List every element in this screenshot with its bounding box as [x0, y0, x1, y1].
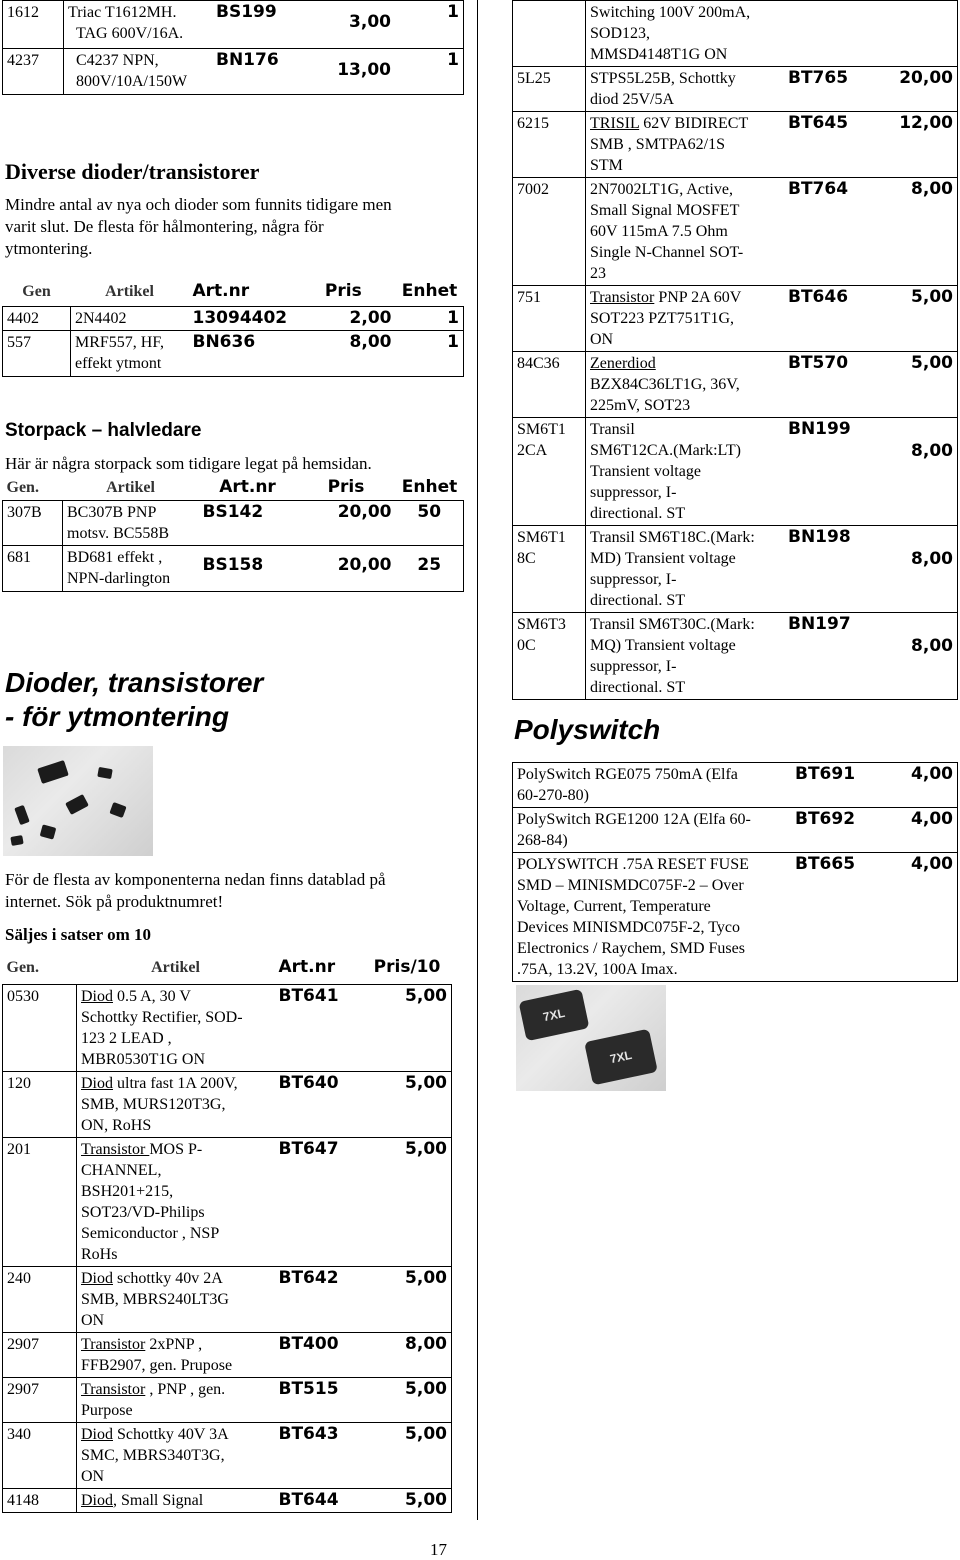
gen-cell: 4237	[3, 49, 64, 95]
product-link[interactable]: TRISIL	[590, 115, 640, 132]
artikel-cell: Triac T1612MH. TAG 600V/16A.	[64, 1, 213, 49]
price-cell: 13,00	[310, 49, 395, 95]
table-row	[3, 1422, 452, 1488]
table-row	[513, 853, 958, 982]
product-link[interactable]: Zenerdiod	[590, 355, 656, 372]
table-row	[513, 526, 958, 613]
gen-cell: 751	[513, 286, 586, 352]
artikel-cell: Transistor , PNP , gen. Purpose	[77, 1377, 275, 1422]
table-row	[513, 112, 958, 178]
artnr-cell: BT644	[275, 1488, 363, 1512]
price-cell: 5,00	[872, 286, 958, 352]
artnr-cell: BT764	[784, 178, 872, 286]
ytmont-table	[2, 956, 452, 1513]
table-row	[3, 1332, 452, 1377]
diverse-text: Mindre antal av nya och dioder som funnits tidigare men varit slut. De flesta för hålmontering, några för ytmontering.	[5, 195, 392, 258]
artnr-cell: BT643	[275, 1422, 363, 1488]
table-row	[513, 178, 958, 286]
table-row	[3, 1377, 452, 1422]
gen-cell: 1612	[3, 1, 64, 49]
price-cell: 20,00	[872, 67, 958, 112]
table-row	[513, 763, 958, 808]
page-number: 17	[430, 1540, 447, 1559]
price-cell: 4,00	[879, 853, 958, 982]
artikel-cell: Diod, Small Signal	[77, 1488, 275, 1512]
price-cell: 12,00	[872, 112, 958, 178]
right-rows	[513, 1, 958, 700]
table-header: Gen. Artikel Art.nr Pris Enhet	[3, 476, 464, 500]
price-cell: 8,00	[872, 418, 958, 526]
artikel-cell: POLYSWITCH .75A RESET FUSE SMD – MINISMDC075F-2 – Over Voltage, Current, Temperature Devices MINISMDC075F-2, Tyco Electronics / Raychem, SMD Fuses .75A, 13.2V, 100A Imax.	[513, 853, 792, 982]
product-link[interactable]: Transistor	[590, 289, 655, 306]
table-row	[513, 418, 958, 526]
table-row: 681 BD681 effekt , NPN-darlington BS158 20,00 25	[3, 545, 464, 591]
product-link[interactable]: Diod	[81, 1074, 113, 1092]
price-cell: 8,00	[363, 1332, 452, 1377]
artnr-cell: BN199	[784, 418, 872, 526]
artnr-cell: BT647	[275, 1137, 363, 1266]
table-row	[3, 1071, 452, 1137]
ytmont-rows	[3, 984, 452, 1512]
ytmont-text: För de flesta av komponenterna nedan finns datablad på internet. Sök på produktnumret!	[5, 870, 386, 911]
diverse-table	[2, 280, 464, 377]
column-divider	[477, 0, 478, 1520]
product-link[interactable]: Transistor	[81, 1140, 150, 1158]
product-link[interactable]: Transistor	[81, 1380, 146, 1398]
artnr-cell: BT645	[784, 112, 872, 178]
gen-cell: 340	[3, 1422, 77, 1488]
smd-components-photo	[3, 746, 153, 856]
satser-note: Säljes i satser om 10	[5, 925, 152, 944]
product-link[interactable]: Diod	[81, 1269, 113, 1287]
storpack-heading: Storpack – halvledare	[5, 420, 202, 441]
table-row	[3, 1137, 452, 1266]
artikel-cell: TRISIL 62V BIDIRECT SMB , SMTPA62/1S STM	[586, 112, 785, 178]
gen-cell: 7002	[513, 178, 586, 286]
table-row	[513, 808, 958, 853]
table-row	[3, 49, 464, 95]
price-cell: 5,00	[363, 1377, 452, 1422]
table-row	[513, 352, 958, 418]
artikel-cell: STPS5L25B, Schottky diod 25V/5A	[586, 67, 785, 112]
storpack-text: Här är några storpack som tidigare legat på hemsidan.	[5, 454, 372, 473]
gen-cell: SM6T1 2CA	[513, 418, 586, 526]
artnr-cell: BT692	[791, 808, 879, 853]
artnr-cell: BN197	[784, 613, 872, 700]
polyswitch-photo: 7XL 7XL	[516, 985, 666, 1091]
artikel-cell: Transil SM6T18C.(Mark: MD) Transient voltage suppressor, I- directional. ST	[586, 526, 785, 613]
gen-cell: 4148	[3, 1488, 77, 1512]
artnr-cell: BT400	[275, 1332, 363, 1377]
price-cell: 3,00	[310, 1, 395, 49]
product-link[interactable]: Diod	[81, 987, 113, 1005]
artikel-cell: Diod Schottky 40V 3A SMC, MBRS340T3G, ON	[77, 1422, 275, 1488]
product-link[interactable]: Diod	[81, 1491, 113, 1509]
product-link[interactable]: Transistor	[81, 1335, 146, 1353]
table-row	[513, 67, 958, 112]
artnr-cell: BT641	[275, 984, 363, 1071]
top-table	[2, 0, 464, 95]
table-row	[513, 613, 958, 700]
artikel-cell: PolySwitch RGE1200 12A (Elfa 60- 268-84)	[513, 808, 792, 853]
product-link[interactable]: Diod	[81, 1425, 113, 1443]
artnr-cell: BT570	[784, 352, 872, 418]
gen-cell: 201	[3, 1137, 77, 1266]
artikel-cell: Zenerdiod BZX84C36LT1G, 36V, 225mV, SOT23	[586, 352, 785, 418]
artnr-cell: BT665	[791, 853, 879, 982]
gen-cell: 120	[3, 1071, 77, 1137]
artnr-cell: BT642	[275, 1266, 363, 1332]
artikel-cell: Transil SM6T12CA.(Mark:LT) Transient voltage suppressor, I- directional. ST	[586, 418, 785, 526]
artnr-cell: BT765	[784, 67, 872, 112]
gen-cell: 6215	[513, 112, 586, 178]
price-cell: 5,00	[363, 984, 452, 1071]
diverse-heading: Diverse dioder/transistorer	[5, 159, 260, 184]
gen-cell: 2907	[3, 1332, 77, 1377]
storpack-table	[2, 476, 464, 592]
price-cell: 4,00	[879, 763, 958, 808]
artnr-cell: BS199	[212, 1, 310, 49]
gen-cell: SM6T1 8C	[513, 526, 586, 613]
artikel-cell: C4237 NPN, 800V/10A/150W	[64, 49, 213, 95]
gen-cell: 2907	[3, 1377, 77, 1422]
table-row	[3, 1488, 452, 1512]
price-cell: 4,00	[879, 808, 958, 853]
artikel-cell: Diod schottky 40v 2A SMB, MBRS240LT3G ON	[77, 1266, 275, 1332]
artnr-cell: BT515	[275, 1377, 363, 1422]
artikel-cell: Transistor 2xPNP , FFB2907, gen. Prupose	[77, 1332, 275, 1377]
table-row: 557 MRF557, HF, effekt ytmont BN636 8,00 1	[3, 330, 464, 376]
price-cell: 8,00	[872, 178, 958, 286]
price-cell: 5,00	[363, 1422, 452, 1488]
table-row	[513, 1, 958, 67]
table-row: 307B BC307B PNP motsv. BC558B BS142 20,00 50	[3, 500, 464, 545]
artikel-cell: 2N7002LT1G, Active, Small Signal MOSFET 60V 115mA 7.5 Ohm Single N-Channel SOT- 23	[586, 178, 785, 286]
artikel-cell: Diod ultra fast 1A 200V, SMB, MURS120T3G, ON, RoHS	[77, 1071, 275, 1137]
artnr-cell: BT646	[784, 286, 872, 352]
table-row	[3, 984, 452, 1071]
table-header: Gen Artikel Art.nr Pris Enhet	[3, 280, 464, 306]
gen-cell: 0530	[3, 984, 77, 1071]
artikel-cell: Diod 0.5 A, 30 V Schottky Rectifier, SOD- 123 2 LEAD , MBR0530T1G ON	[77, 984, 275, 1071]
poly-rows	[513, 763, 958, 982]
gen-cell: 5L25	[513, 67, 586, 112]
table-row: 4402 2N4402 13094402 2,00 1	[3, 306, 464, 330]
artnr-cell: BN176	[212, 49, 310, 95]
price-cell: 5,00	[363, 1488, 452, 1512]
artikel-cell: Transistor MOS P- CHANNEL, BSH201+215, SOT23/VD-Philips Semiconductor , NSP RoHs	[77, 1137, 275, 1266]
unit-cell: 1	[395, 49, 464, 95]
gen-cell: SM6T3 0C	[513, 613, 586, 700]
ytmont-heading: Dioder, transistorer - för ytmontering	[5, 667, 264, 732]
price-cell: 8,00	[872, 613, 958, 700]
gen-cell: 84C36	[513, 352, 586, 418]
artikel-cell: Transistor PNP 2A 60V SOT223 PZT751T1G, ON	[586, 286, 785, 352]
price-cell: 8,00	[872, 526, 958, 613]
artnr-cell: BT691	[791, 763, 879, 808]
table-row	[513, 286, 958, 352]
table-row	[3, 1266, 452, 1332]
right-table	[512, 0, 958, 700]
artnr-cell: BN198	[784, 526, 872, 613]
price-cell: 5,00	[363, 1266, 452, 1332]
artikel-cell: Transil SM6T30C.(Mark: MQ) Transient voltage suppressor, I- directional. ST	[586, 613, 785, 700]
table-header: Gen. Artikel Art.nr Pris/10	[3, 956, 452, 984]
unit-cell: 1	[395, 1, 464, 49]
artikel-cell: PolySwitch RGE075 750mA (Elfa 60-270-80)	[513, 763, 792, 808]
price-cell: 5,00	[363, 1137, 452, 1266]
price-cell: 5,00	[872, 352, 958, 418]
polyswitch-table	[512, 762, 958, 982]
artikel-cell: Switching 100V 200mA, SOD123, MMSD4148T1G ON	[586, 1, 785, 67]
gen-cell: 240	[3, 1266, 77, 1332]
table-row	[3, 1, 464, 49]
artnr-cell: BT640	[275, 1071, 363, 1137]
price-cell: 5,00	[363, 1071, 452, 1137]
polyswitch-heading: Polyswitch	[514, 714, 661, 745]
